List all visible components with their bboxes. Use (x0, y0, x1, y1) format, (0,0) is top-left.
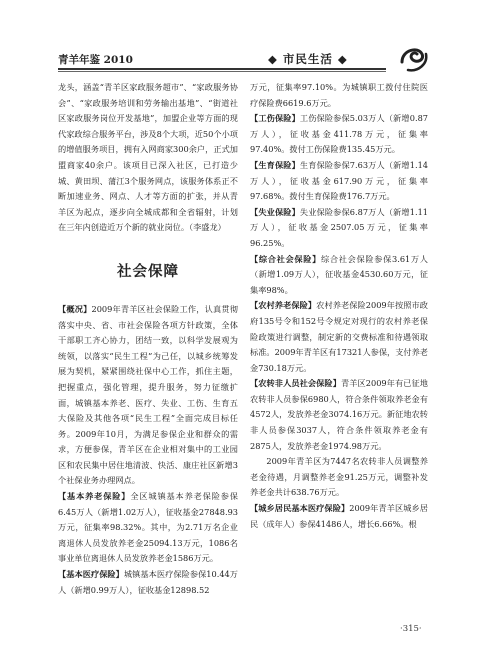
page-header (58, 50, 426, 68)
section-heading: 社会保障 (117, 263, 179, 280)
header-rule-thin (58, 71, 386, 72)
right-column (250, 80, 428, 532)
medical-tag: 【基本医疗保险】 (58, 569, 124, 580)
comprehensive-paragraph: 【综合社会保险】综合社会保险参保3.61万人（新增1.09万人），征收基金4530.60万元，征集率98%。 (250, 253, 428, 295)
header-rule (58, 68, 386, 70)
medical-paragraph: 【基本医疗保险】城镇基本医疗保险参保10.44万人（新增0.99万人），征收基金12898.52 (58, 569, 238, 595)
overview-tag: 【概况】 (58, 303, 92, 314)
rural-pension-tag: 【农村养老保险】 (250, 300, 317, 311)
maternity-tag: 【生育保险】 (250, 159, 300, 170)
resident-medical-tag: 【城乡居民基本医疗保险】 (250, 503, 350, 514)
maternity-paragraph: 【生育保险】生育保险参保7.63万人（新增1.14万人），征收基金617.90万元，征集率97.68%。拨付生育保险费176.7万元。 (250, 159, 428, 202)
section-title: ◆ 市民生活 ◆ (268, 52, 348, 66)
injury-tag: 【工伤保险】 (250, 113, 300, 124)
landless-insurance-paragraph: 【农转非人员社会保险】青羊区2009年有已征地农转非人员参保6980人，符合条件领取养老金有4572人，发放养老金3074.16万元。新征地农转非人员参保3037人，符合条件领取养老金有2875人，发放养老金1974.98万元。 (250, 378, 428, 451)
overview-paragraph: 【概况】2009年青羊区社会保险工作，认真贯彻落实中央、省、市社会保险各项方针政策，全体干部职工齐心协力，团结一致，以科学发展观为统领，以落实“民生工程”为己任，以城乡统筹发展为契机，紧紧围绕社保中心工作，抓住主题，把握重点，强化管理，提升服务，努力征缴扩面，城镇基本养老、医疗、失业、工伤、生育五大保险及其他各项“民生工程”全面完成目标任务。2009年10月，为满足参保企业和群众的需求，方便参保，青羊区在企业相对集中的工业园区和农民集中居住地清波、快活、康庄社区新增3个社保业务办理网点。 (58, 303, 238, 486)
unemployment-paragraph: 【失业保险】失业保险参保6.87万人（新增1.11万人），征收基金2507.05万元，征集率96.25%。 (250, 206, 428, 248)
intro-paragraph: 龙头，涵盖“青羊区家政服务超市”、“家政服务协会”、“家政服务培训和劳务输出基地”、“街道社区家政服务岗位开发基地”，加盟企业等方面的现代家政综合服务平台，涉及8个大项，近50个小项的增值服务项目，拥有入网商家300余户，正式加盟商家40余户。该项目已深入社区，已打造少城、黄田坝、蒲江3个服务网点，该服务体系正不断加速业务、网点、人才等方面的扩张，并从青羊区为起点，逐步向全城成都和全省辐射，计划在三年内创造近万个新的就业岗位。（李盛龙） (58, 82, 238, 233)
landless-insurance-tag: 【农转非人员社会保险】 (250, 378, 341, 389)
left-column (58, 80, 238, 598)
unemployment-tag: 【失业保险】 (250, 206, 300, 217)
injury-paragraph: 【工伤保险】工伤保险参保5.03万人（新增0.87万人），征收基金411.78万元，征集率97.40%。拨付工伤保险费135.45万元。 (250, 113, 428, 155)
pension-tag: 【基本养老保险】 (58, 491, 131, 502)
yearbook-title: 青羊年鉴 2010 (58, 54, 133, 66)
comprehensive-tag: 【综合社会保险】 (250, 253, 322, 264)
swirl-logo-icon (396, 40, 432, 76)
rural-pension-paragraph: 【农村养老保险】农村养老保险2009年按照市政府135号令和152号令规定对现行的农村养老保险政策进行调整，制定新的交费标准和待遇领取标准。2009年青羊区有17321人参保，支付养老金730.18万元。 (250, 300, 428, 373)
resident-medical-paragraph: 【城乡居民基本医疗保险】2009年青羊区城乡居民（成年人）参保41486人，增长6.66%。根 (250, 503, 428, 529)
pension-paragraph: 【基本养老保险】全区城镇基本养老保险参保6.45万人（新增1.02万人），征收基金27848.93万元，征集率98.32%。其中，为2.71万名企业离退休人员发放养老金25094.13万元，1086名事业单位离退休人员发放养老金1586万元。 (58, 491, 238, 564)
page-number: ·315· (400, 624, 422, 634)
medical-continued: 万元，征集率97.10%。为城镇职工拨付住院医疗保险费6619.6万元。 (250, 82, 428, 108)
landless-adjustment-paragraph: 2009年青羊区为7447名农转非人员调整养老金待遇，月调整养老金91.25万元，调整补发养老金共计638.76万元。 (250, 456, 428, 498)
